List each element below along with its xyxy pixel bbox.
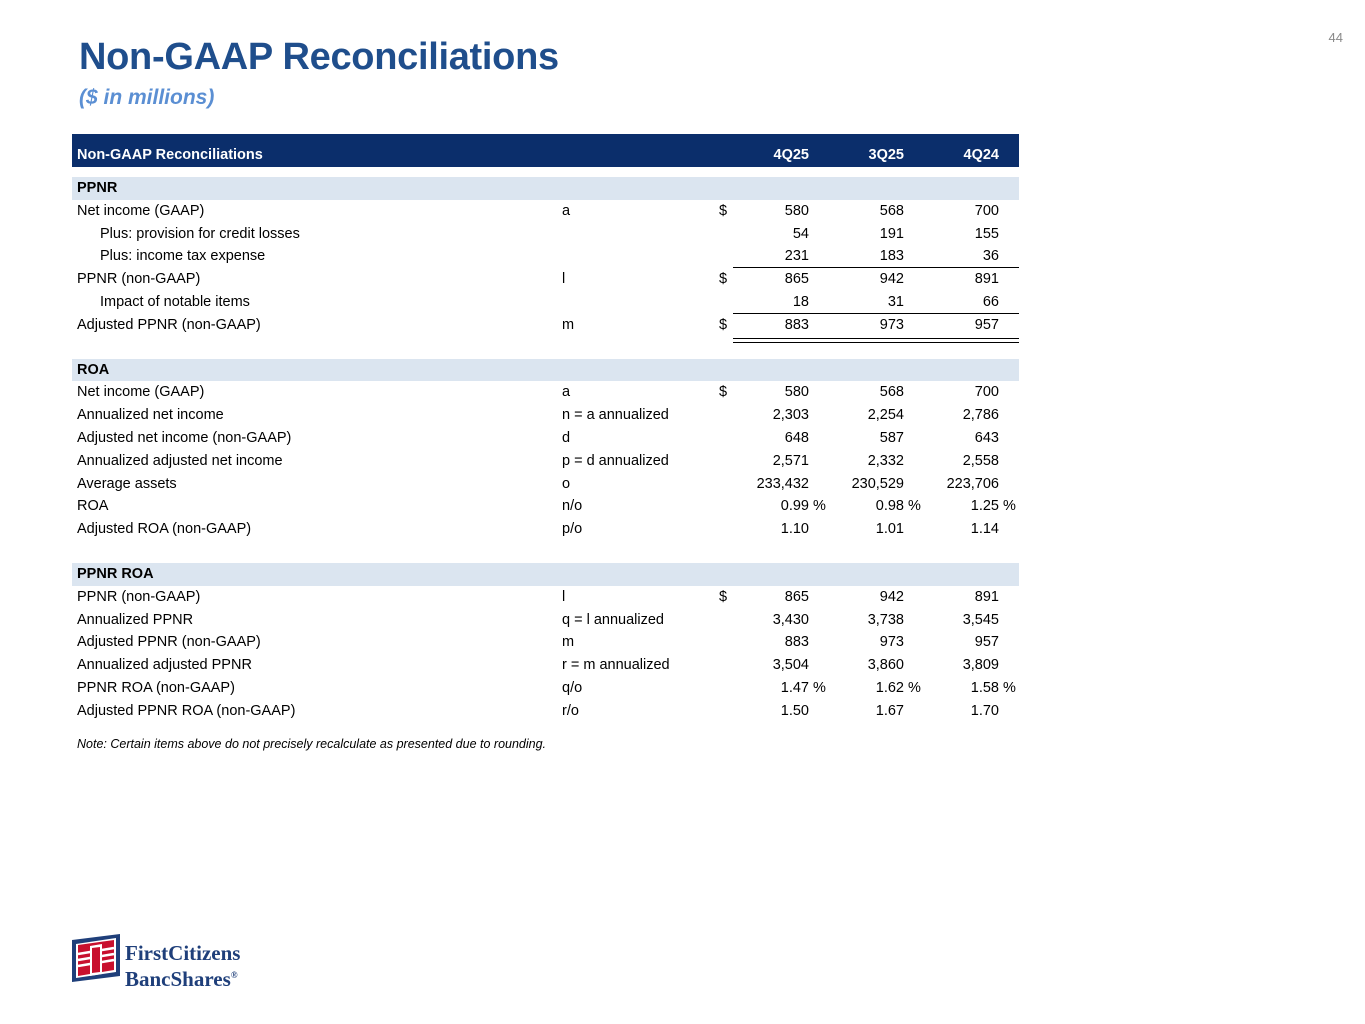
row-percent-sign: %	[813, 498, 826, 515]
row-formula: l	[562, 588, 566, 605]
row-value-4q25: 54	[792, 225, 809, 242]
row-value-3q25: 1.62	[875, 679, 904, 696]
row-value-4q24: 36	[982, 248, 999, 265]
row-value-4q24: 155	[974, 225, 999, 242]
row-value-4q24: 2,558	[962, 452, 999, 469]
logo-text	[125, 942, 240, 990]
row-value-3q25: 230,529	[851, 475, 904, 492]
table-row	[72, 268, 1019, 291]
row-percent-sign: %	[1003, 679, 1016, 696]
table-row	[72, 450, 1019, 473]
row-value-4q24: 891	[974, 271, 999, 288]
section-header-roa	[72, 359, 1019, 382]
subtotal-rule	[809, 267, 904, 268]
row-value-4q24: 66	[982, 293, 999, 310]
section-title: ROA	[77, 361, 110, 378]
subtotal-rule	[733, 267, 809, 268]
company-logo	[70, 930, 260, 990]
row-formula: m	[562, 634, 575, 651]
row-value-3q25: 191	[879, 225, 904, 242]
rounding-note: Note: Certain items above do not precisely recalculate as presented due to rounding.	[77, 737, 547, 751]
subtotal-rule	[904, 267, 1019, 268]
row-percent-sign: %	[908, 498, 921, 515]
row-value-3q25: 1.67	[875, 702, 904, 719]
row-value-4q25: 3,430	[772, 611, 809, 628]
row-value-4q24: 700	[974, 384, 999, 401]
row-label: Adjusted ROA (non-GAAP)	[77, 521, 252, 538]
row-value-3q25: 183	[879, 248, 904, 265]
row-value-4q25: 580	[784, 384, 809, 401]
row-dollar-sign: $	[719, 384, 728, 401]
row-value-3q25: 568	[879, 202, 904, 219]
row-value-4q25: 648	[784, 429, 809, 446]
row-value-3q25: 3,860	[867, 657, 904, 674]
row-label: Annualized net income	[77, 407, 224, 424]
table-row	[72, 245, 1019, 268]
row-value-4q24: 1.14	[970, 521, 999, 538]
row-value-4q25: 865	[784, 588, 809, 605]
row-value-4q24: 223,706	[946, 475, 999, 492]
table-row	[72, 404, 1019, 427]
subtotal-rule	[809, 313, 904, 314]
row-percent-sign: %	[813, 679, 826, 696]
row-value-4q24: 891	[974, 588, 999, 605]
row-formula: d	[562, 429, 571, 446]
table-row	[72, 700, 1019, 723]
row-label: Average assets	[77, 475, 177, 492]
row-label: Annualized adjusted net income	[77, 452, 283, 469]
row-value-3q25: 0.98	[875, 498, 904, 515]
row-value-3q25: 568	[879, 384, 904, 401]
row-value-4q25: 2,571	[772, 452, 809, 469]
row-formula: n/o	[562, 498, 583, 515]
table-row	[72, 314, 1019, 337]
row-label: Plus: provision for credit losses	[100, 225, 300, 242]
row-dollar-sign: $	[719, 271, 728, 288]
row-label: Plus: income tax expense	[100, 248, 266, 265]
row-formula: r = m annualized	[562, 657, 670, 674]
table-row	[72, 381, 1019, 404]
logo-line-1: FirstCitizens	[125, 941, 241, 965]
row-label: Adjusted net income (non-GAAP)	[77, 429, 292, 446]
subtotal-rule	[733, 313, 809, 314]
row-value-3q25: 973	[879, 316, 904, 333]
row-dollar-sign: $	[719, 202, 728, 219]
row-value-4q25: 3,504	[772, 657, 809, 674]
row-label: Net income (GAAP)	[77, 202, 205, 219]
row-formula: p = d annualized	[562, 452, 669, 469]
row-value-3q25: 942	[879, 588, 904, 605]
row-value-4q25: 883	[784, 316, 809, 333]
row-formula: r/o	[562, 702, 579, 719]
row-formula: p/o	[562, 521, 583, 538]
table-header-row	[72, 134, 1019, 167]
table-row	[72, 518, 1019, 541]
table-row	[72, 223, 1019, 246]
row-formula: q = l annualized	[562, 611, 664, 628]
row-value-3q25: 587	[879, 429, 904, 446]
row-value-4q25: 580	[784, 202, 809, 219]
page-subtitle: ($ in millions)	[79, 86, 215, 109]
row-value-4q24: 1.58	[970, 679, 999, 696]
row-value-4q24: 1.25	[970, 498, 999, 515]
row-value-4q24: 1.70	[970, 702, 999, 719]
table-row	[72, 495, 1019, 518]
section-header-ppnr	[72, 177, 1019, 200]
row-formula: q/o	[562, 679, 583, 696]
row-value-3q25: 2,332	[867, 452, 904, 469]
header-col-4q24: 4Q24	[963, 147, 999, 163]
flag-logo-icon	[70, 932, 122, 984]
row-value-4q25: 1.47	[780, 679, 809, 696]
row-formula: o	[562, 475, 571, 492]
table-row	[72, 473, 1019, 496]
row-value-4q25: 883	[784, 634, 809, 651]
table-row	[72, 200, 1019, 223]
row-dollar-sign: $	[719, 316, 728, 333]
row-dollar-sign: $	[719, 588, 728, 605]
header-col-4q25: 4Q25	[773, 147, 809, 163]
table-row	[72, 291, 1019, 314]
row-value-4q25: 2,303	[772, 407, 809, 424]
row-label: Impact of notable items	[100, 293, 250, 310]
row-formula: n = a annualized	[562, 407, 669, 424]
row-value-3q25: 31	[887, 293, 904, 310]
row-value-4q24: 700	[974, 202, 999, 219]
row-value-4q24: 957	[974, 634, 999, 651]
subtotal-rule	[904, 313, 1019, 314]
logo-line-2: BancShares®	[125, 967, 238, 991]
row-label: PPNR (non-GAAP)	[77, 588, 201, 605]
row-label: PPNR ROA (non-GAAP)	[77, 679, 235, 696]
row-label: Adjusted PPNR ROA (non-GAAP)	[77, 702, 296, 719]
section-title: PPNR	[77, 180, 118, 196]
table-row	[72, 631, 1019, 654]
page-title: Non-GAAP Reconciliations	[79, 36, 559, 78]
row-value-3q25: 2,254	[867, 407, 904, 424]
row-formula: l	[562, 271, 566, 288]
header-col-3q25: 3Q25	[868, 147, 904, 163]
row-label: ROA	[77, 498, 109, 515]
row-value-4q25: 18	[792, 293, 809, 310]
row-value-4q24: 643	[974, 429, 999, 446]
row-value-4q25: 233,432	[756, 475, 809, 492]
row-value-4q25: 231	[784, 248, 809, 265]
table-row	[72, 427, 1019, 450]
header-label: Non-GAAP Reconciliations	[77, 147, 263, 163]
row-label: Annualized PPNR	[77, 611, 194, 628]
page-number: 44	[1328, 30, 1343, 45]
row-value-4q24: 957	[974, 316, 999, 333]
row-formula: a	[562, 384, 571, 401]
row-label: Adjusted PPNR (non-GAAP)	[77, 634, 261, 651]
row-label: Net income (GAAP)	[77, 384, 205, 401]
row-value-4q24: 2,786	[962, 407, 999, 424]
row-percent-sign: %	[1003, 498, 1016, 515]
row-label: Annualized adjusted PPNR	[77, 657, 252, 674]
table-row	[72, 677, 1019, 700]
row-value-4q25: 1.10	[780, 521, 809, 538]
total-double-rule	[733, 338, 1019, 343]
section-header-ppnr-roa	[72, 563, 1019, 586]
row-value-4q25: 1.50	[780, 702, 809, 719]
table-row	[72, 654, 1019, 677]
row-formula: a	[562, 202, 571, 219]
row-value-3q25: 3,738	[867, 611, 904, 628]
row-percent-sign: %	[908, 679, 921, 696]
table-row	[72, 586, 1019, 609]
row-formula: m	[562, 316, 575, 333]
row-value-3q25: 1.01	[875, 521, 904, 538]
registered-mark: ®	[230, 970, 238, 980]
row-value-3q25: 973	[879, 634, 904, 651]
row-value-3q25: 942	[879, 271, 904, 288]
reconciliation-table	[72, 134, 1019, 723]
row-label: PPNR (non-GAAP)	[77, 271, 201, 288]
row-value-4q25: 865	[784, 271, 809, 288]
row-value-4q24: 3,809	[962, 657, 999, 674]
section-title: PPNR ROA	[77, 565, 154, 582]
row-value-4q25: 0.99	[780, 498, 809, 515]
row-value-4q24: 3,545	[962, 611, 999, 628]
table-row	[72, 609, 1019, 632]
row-label: Adjusted PPNR (non-GAAP)	[77, 316, 261, 333]
